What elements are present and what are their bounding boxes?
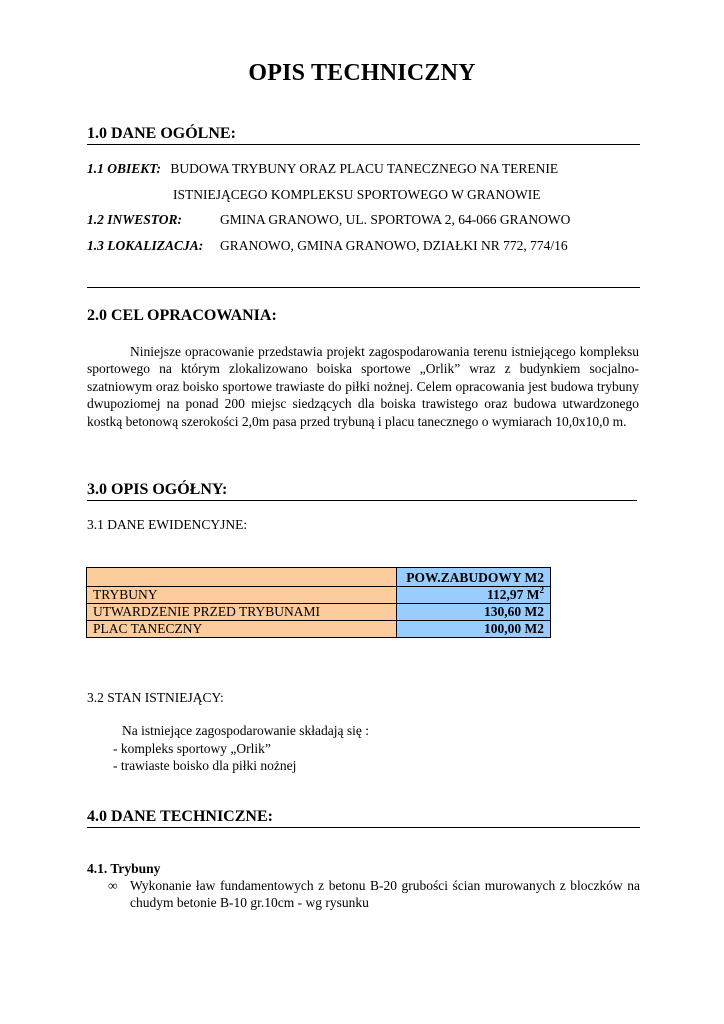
inwestor-label: 1.2 INWESTOR: bbox=[87, 212, 183, 227]
list-item bbox=[108, 877, 640, 912]
table-row bbox=[87, 621, 551, 638]
obiekt-row bbox=[87, 160, 558, 177]
section-3-heading: 3.0 OPIS OGÓŁNY: bbox=[87, 480, 637, 501]
trybuny-heading: 4.1. Trybuny bbox=[87, 861, 161, 876]
stan-intro: Na istniejące zagospodarowanie składają się : bbox=[122, 723, 370, 738]
table-cell-value: 130,60 M2 bbox=[397, 604, 551, 621]
section-4-heading: 4.0 DANE TECHNICZNE: bbox=[87, 807, 640, 828]
infinity-bullet-icon: ∞ bbox=[108, 878, 118, 893]
table-header-row bbox=[87, 568, 551, 587]
obiekt-colon: : bbox=[156, 161, 162, 176]
obiekt-label: 1.1 OBIEKT bbox=[87, 161, 157, 176]
table-row bbox=[87, 604, 551, 621]
table-header-pow-zabudowy: POW.ZABUDOWY M2 bbox=[397, 568, 551, 587]
table-cell-value: 112,97 $M^2$ bbox=[397, 587, 551, 604]
stan-item: - kompleks sportowy „Orlik” bbox=[113, 741, 271, 756]
obiekt-value-line1: BUDOWA TRYBUNY ORAZ PLACU TANECZNEGO NA TERENIE bbox=[170, 161, 559, 176]
section-divider bbox=[87, 287, 640, 288]
stan-item: - trawiaste boisko dla piłki nożnej bbox=[113, 758, 297, 773]
table-row bbox=[87, 587, 551, 604]
table-cell-name: UTWARDZENIE PRZED TRYBUNAMI bbox=[87, 604, 397, 621]
inwestor-value: GMINA GRANOWO, UL. SPORTOWA 2, 64-066 GRANOWO bbox=[220, 212, 571, 227]
table-header-empty bbox=[87, 568, 397, 587]
obiekt-value-line2: ISTNIEJĄCEGO KOMPLEKSU SPORTOWEGO W GRANOWIE bbox=[173, 187, 541, 202]
lokalizacja-value: GRANOWO, GMINA GRANOWO, DZIAŁKI NR 772, 774/16 bbox=[220, 238, 568, 253]
bullet-text: Wykonanie ław fundamentowych z betonu B-20 grubości ścian murowanych z bloczków na chudym betonie B-10 gr.10cm - wg rysunku bbox=[130, 878, 640, 911]
section-1-heading: 1.0 DANE OGÓLNE: bbox=[87, 124, 640, 145]
dane-ewidencyjne-table bbox=[86, 567, 551, 638]
page-title: OPIS TECHNICZNY bbox=[248, 60, 476, 86]
lokalizacja-label: 1.3 LOKALIZACJA: bbox=[87, 238, 204, 253]
purpose-paragraph: Niniejsze opracowanie przedstawia projekt zagospodarowania terenu istniejącego kompleksu sportowego na którym zlokalizowano boiska sportowe „Orlik” wraz z budynkiem socjalno-szatniowym oraz boisko sportowe trawiaste do piłki nożnej. Celem opracowania jest budowa trybuny dwupoziomej na ponad 200 miejsc siedzących dla boiska trawistego oraz budowa utwardzonego kostką betonową szerokości 2,0m pasa przed trybuną i placu tanecznego o wymiarach 10,0x10,0 m. bbox=[87, 344, 639, 429]
table-cell-name: TRYBUNY bbox=[87, 587, 397, 604]
section-2-heading: 2.0 CEL OPRACOWANIA: bbox=[87, 307, 277, 324]
table-cell-name: PLAC TANECZNY bbox=[87, 621, 397, 638]
table-cell-value: 100,00 M2 bbox=[397, 621, 551, 638]
dane-ewidencyjne-heading: 3.1 DANE EWIDENCYJNE: bbox=[87, 517, 248, 532]
stan-istniejacy-heading: 3.2 STAN ISTNIEJĄCY: bbox=[87, 690, 224, 705]
